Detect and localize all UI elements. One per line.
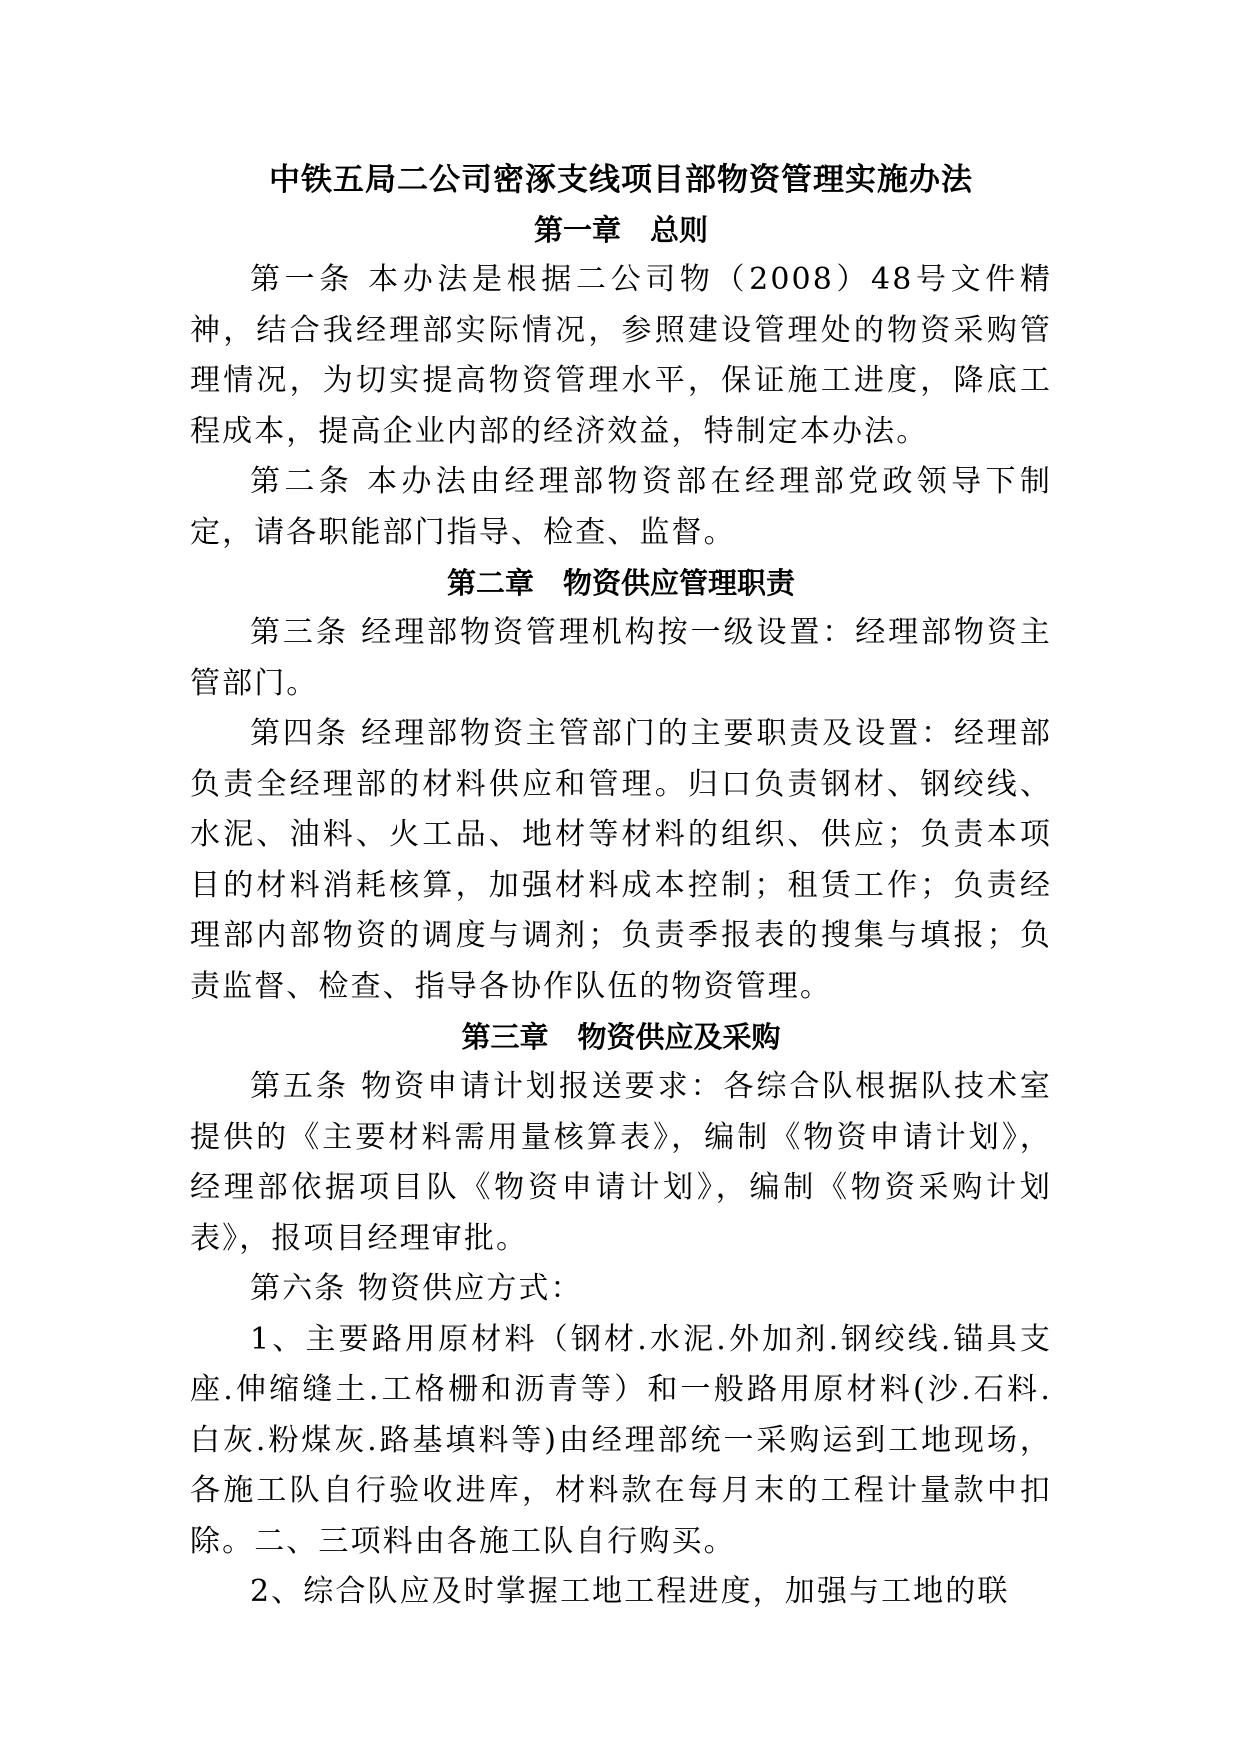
article-3: 第三条 经理部物资管理机构按一级设置：经理部物资主管部门。 xyxy=(190,615,1052,701)
article-4: 第四条 经理部物资主管部门的主要职责及设置：经理部负责全经理部的材料供应和管理。归口负责钢材、钢绞线、水泥、油料、火工品、地材等材料的组织、供应；负责本项目的材料消耗核算，加强材料成本控制；租赁工作；负责经理部内部物资的调度与调剂；负责季报表的搜集与填报；负责监督、检查、指导各协作队伍的物资管理。 xyxy=(190,716,1052,1004)
article-6-item-1: 1、主要路用原材料（钢材.水泥.外加剂.钢绞线.锚具支座.伸缩缝土.工格栅和沥青等）和一般路用原材料(沙.石料.白灰.粉煤灰.路基填料等)由经理部统一采购运到工地现场，各施工队自行验收进库，材料款在每月末的工程计量款中扣除。二、三项料由各施工队自行购买。 xyxy=(190,1321,1052,1559)
article-6-item-2: 2、综合队应及时掌握工地工程进度，加强与工地的联 xyxy=(250,1574,1010,1609)
article-2: 第二条 本办法由经理部物资部在经理部党政领导下制定，请各职能部门指导、检查、监督。 xyxy=(190,464,1052,550)
chapter-3-heading: 第三章 物资供应及采购 xyxy=(461,1020,781,1054)
chapter-1-heading: 第一章 总则 xyxy=(533,213,708,247)
article-5: 第五条 物资申请计划报送要求：各综合队根据队技术室提供的《主要材料需用量核算表》，编制《物资申请计划》，经理部依据项目队《物资申请计划》，编制《物资采购计划表》，报项目经理审批。 xyxy=(190,1069,1052,1256)
chapter-2-heading: 第二章 物资供应管理职责 xyxy=(446,566,795,600)
article-1: 第一条 本办法是根据二公司物（2008）48号文件精神，结合我经理部实际情况，参照建设管理处的物资采购管理情况，为切实提高物资管理水平，保证施工进度，降底工程成本，提高企业内部的经济效益，特制定本办法。 xyxy=(190,262,1052,449)
document-body xyxy=(190,155,1052,1618)
document-title: 中铁五局二公司密涿支线项目部物资管理实施办法 xyxy=(269,162,973,198)
article-6: 第六条 物资供应方式： xyxy=(250,1271,583,1306)
